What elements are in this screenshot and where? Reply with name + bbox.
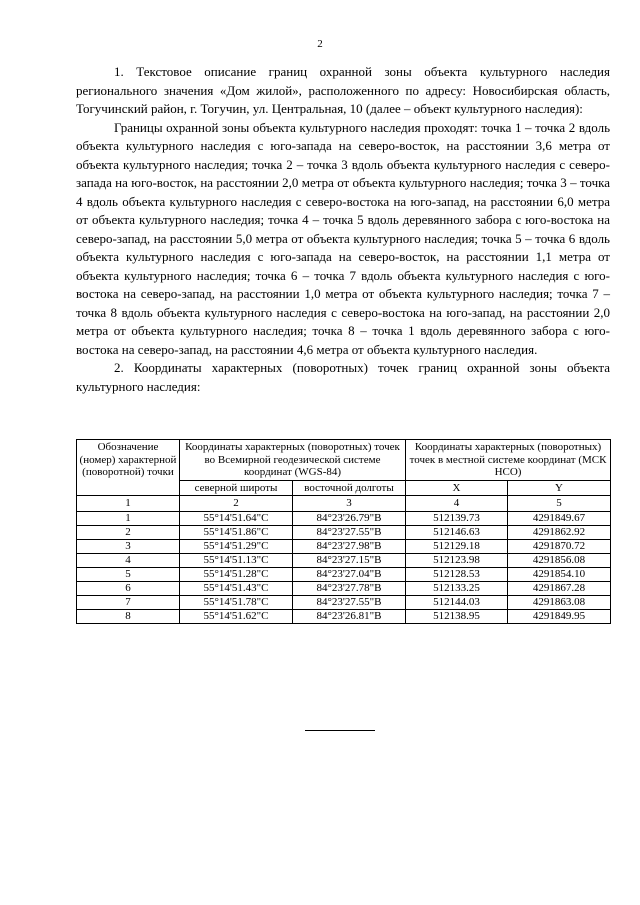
x-value: 512144.03 <box>406 595 508 609</box>
column-number: 2 <box>180 496 293 512</box>
x-value: 512133.25 <box>406 581 508 595</box>
longitude-value: 84°23'27.98"В <box>293 539 406 553</box>
x-value: 512138.95 <box>406 609 508 623</box>
table-row <box>77 525 611 539</box>
point-number: 1 <box>77 511 180 525</box>
point-number: 3 <box>77 539 180 553</box>
y-value: 4291856.08 <box>508 553 611 567</box>
latitude-value: 55°14'51.78"С <box>180 595 293 609</box>
latitude-value: 55°14'51.62"С <box>180 609 293 623</box>
paragraph-coordinates-intro: 2. Координаты характерных (поворотных) точек границ охранной зоны объекта культурного наследия: <box>76 360 610 394</box>
latitude-value: 55°14'51.64"С <box>180 511 293 525</box>
page-number: 2 <box>317 38 323 50</box>
end-divider <box>305 730 375 731</box>
point-number: 5 <box>77 567 180 581</box>
point-number: 7 <box>77 595 180 609</box>
subheader-x: X <box>406 480 508 496</box>
longitude-value: 84°23'27.04"В <box>293 567 406 581</box>
latitude-value: 55°14'51.86"С <box>180 525 293 539</box>
paragraph-description-intro: 1. Текстовое описание границ охранной зоны объекта культурного наследия регионального значения «Дом жилой», расположенного по адресу: Новосибирская область, Тогучинский район, г. Тогучин, ул. Центральная, 10 (далее – объект культурного наследия): <box>76 64 610 116</box>
table-row <box>77 511 611 525</box>
table-row <box>77 553 611 567</box>
y-value: 4291849.95 <box>508 609 611 623</box>
column-number: 1 <box>77 496 180 512</box>
header-wgs84: Координаты характерных (поворотных) точек во Всемирной геодезической системе координат (WGS-84) <box>180 440 406 481</box>
point-number: 2 <box>77 525 180 539</box>
column-number: 4 <box>406 496 508 512</box>
point-number: 8 <box>77 609 180 623</box>
paragraph-boundaries: Границы охранной зоны объекта культурного наследия проходят: точка 1 – точка 2 вдоль объекта культурного наследия с юго-запада на северо-восток, на расстоянии 3,6 метра от объекта культурного наследия; точка 2 – точка 3 вдоль объекта культурного наследия с северо-запада на юго-восток, на расстоянии 2,0 метра от объекта культурного наследия; точка 3 – точка 4 вдоль объекта культурного наследия с северо-востока на юго-запад, на расстоянии 6,0 метра от объекта культурного наследия; точка 4 – точка 5 вдоль деревянного забора с юго-востока на северо-запад, на расстоянии 5,0 метра от объекта культурного наследия; точка 5 – точка 6 вдоль объекта культурного наследия с юго-запада на северо-восток, на расстоянии 1,1 метра от объекта культурного наследия; точка 6 – точка 7 вдоль объекта культурного наследия с юго-востока на северо-запад, на расстоянии 1,0 метра от объекта культурного наследия; точка 7 – точка 8 вдоль объекта культурного наследия с северо-востока на юго-запад, на расстоянии 2,0 метра от объекта культурного наследия; точка 8 – точка 1 вдоль деревянного забора с юго-востока на северо-запад, на расстоянии 4,6 метра от объекта культурного наследия. <box>76 119 610 357</box>
x-value: 512139.73 <box>406 511 508 525</box>
x-value: 512128.53 <box>406 567 508 581</box>
y-value: 4291862.92 <box>508 525 611 539</box>
table-row <box>77 539 611 553</box>
y-value: 4291854.10 <box>508 567 611 581</box>
longitude-value: 84°23'26.81"В <box>293 609 406 623</box>
latitude-value: 55°14'51.13"С <box>180 553 293 567</box>
table-row <box>77 595 611 609</box>
column-number: 5 <box>508 496 611 512</box>
point-number: 4 <box>77 553 180 567</box>
x-value: 512129.18 <box>406 539 508 553</box>
y-value: 4291867.28 <box>508 581 611 595</box>
y-value: 4291870.72 <box>508 539 611 553</box>
latitude-value: 55°14'51.29"С <box>180 539 293 553</box>
header-point-number: Обозначение (номер) характерной (поворотной) точки <box>77 440 180 496</box>
subheader-latitude: северной широты <box>180 480 293 496</box>
table-row <box>77 609 611 623</box>
document-body <box>76 63 610 396</box>
longitude-value: 84°23'26.79"В <box>293 511 406 525</box>
x-value: 512123.98 <box>406 553 508 567</box>
latitude-value: 55°14'51.28"С <box>180 567 293 581</box>
subheader-longitude: восточной долготы <box>293 480 406 496</box>
longitude-value: 84°23'27.55"В <box>293 525 406 539</box>
latitude-value: 55°14'51.43"С <box>180 581 293 595</box>
longitude-value: 84°23'27.15"В <box>293 553 406 567</box>
header-msk-nso: Координаты характерных (поворотных) точек в местной системе координат (МСК НСО) <box>406 440 611 481</box>
column-number-row <box>77 496 611 512</box>
x-value: 512146.63 <box>406 525 508 539</box>
longitude-value: 84°23'27.55"В <box>293 595 406 609</box>
column-number: 3 <box>293 496 406 512</box>
y-value: 4291863.08 <box>508 595 611 609</box>
table-row <box>77 567 611 581</box>
table-row <box>77 581 611 595</box>
y-value: 4291849.67 <box>508 511 611 525</box>
subheader-y: Y <box>508 480 611 496</box>
point-number: 6 <box>77 581 180 595</box>
coordinates-table <box>76 439 611 624</box>
longitude-value: 84°23'27.78"В <box>293 581 406 595</box>
